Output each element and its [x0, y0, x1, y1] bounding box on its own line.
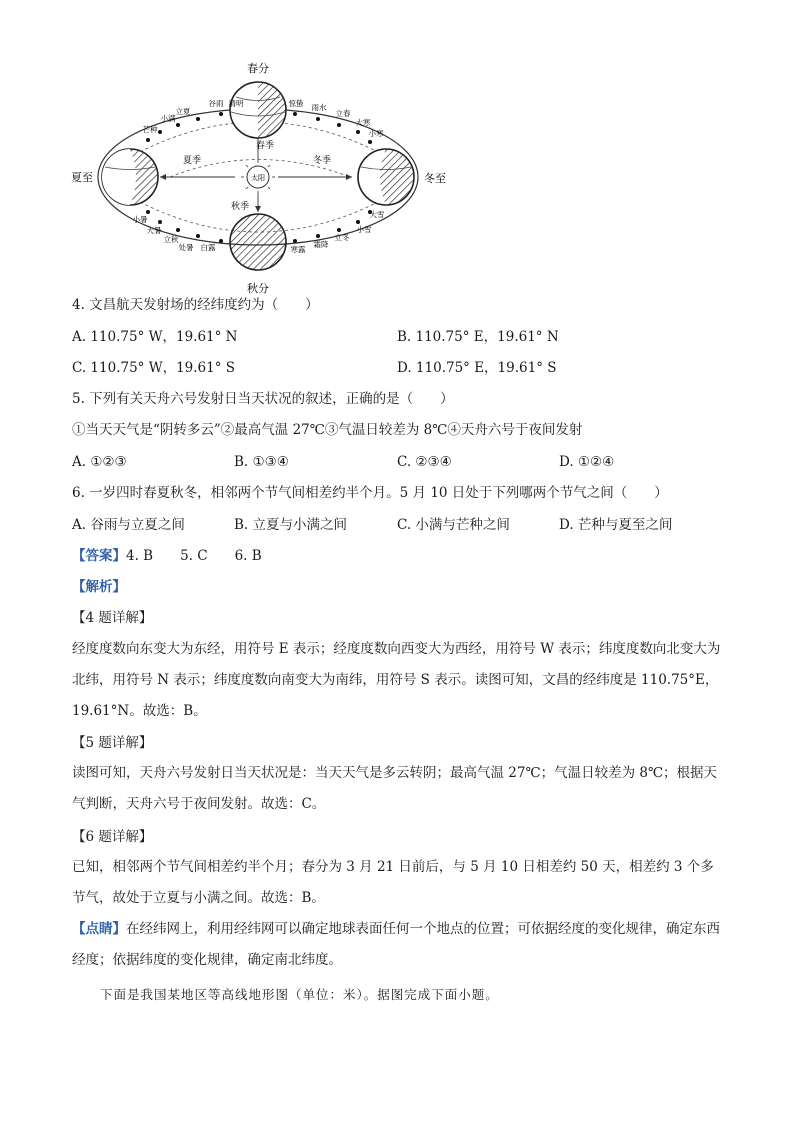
label-winter-season: 冬季	[312, 156, 332, 166]
detail-5-text: 读图可知，天舟六号发射日当天状况是：当天天气是多云转阴；最高气温 27℃；气温日较差为 8℃；根据天气判断，天舟六号于夜间发射。故选：C。	[72, 765, 718, 812]
q4-stem: 4. 文昌航天发射场的经纬度约为（ ）	[72, 297, 319, 313]
term-label: 立秋	[163, 235, 179, 244]
term-label: 惊蛰	[288, 99, 304, 108]
q5-option-d: D. ①②④	[559, 454, 615, 470]
answer-text: 4. B 5. C 6. B	[126, 548, 262, 564]
label-spring-season: 春季	[255, 141, 275, 151]
detail-6-text: 已知，相邻两个节气间相差约半个月；春分为 3 月 21 日前后，与 5 月 10 日相差约 50 天，相差约 3 个多节气，故处于立夏与小满之间。故选：B。	[72, 859, 714, 906]
term-label: 立冬	[334, 233, 350, 242]
q5-option-b: B. ①③④	[234, 454, 289, 470]
earth-winter-solstice-icon	[358, 149, 414, 205]
detail-4-title: 【4 题详解】	[72, 610, 153, 626]
term-label: 处暑	[178, 243, 194, 252]
tip-label: 【点睛】	[72, 921, 126, 937]
term-label: 寒露	[290, 245, 306, 254]
solar-terms-orbit-diagram	[60, 52, 450, 298]
detail-6-title: 【6 题详解】	[72, 829, 153, 845]
q4-option-c: C. 110.75° W，19.61° S	[72, 360, 236, 376]
q5-stem: 5. 下列有关天舟六号发射日当天状况的叙述，正确的是（ ）	[72, 391, 454, 407]
q4-option-d: D. 110.75° E，19.61° S	[397, 360, 557, 376]
q6-stem: 6. 一岁四时春夏秋冬，相邻两个节气间相差约半个月。5 月 10 日处于下列哪两个节气之间（ ）	[72, 485, 668, 501]
earth-spring-equinox-icon	[230, 82, 286, 138]
q4-option-b: B. 110.75° E，19.61° N	[397, 329, 559, 345]
analysis-label: 【解析】	[72, 579, 126, 595]
term-label: 小雪	[356, 225, 372, 234]
label-winter-solstice: 冬至	[424, 172, 446, 185]
tip-paragraph	[72, 914, 722, 976]
answer-line	[72, 546, 262, 566]
q5-option-a: A. ①②③	[72, 454, 127, 470]
term-label: 小暑	[132, 215, 148, 224]
term-label: 清明	[228, 99, 244, 108]
earth-summer-solstice-icon	[102, 149, 158, 205]
q6-option-c: C. 小满与芒种之间	[397, 517, 510, 533]
term-label: 霜降	[313, 240, 329, 249]
term-label: 立春	[335, 109, 351, 118]
term-label: 芒种	[142, 125, 158, 134]
q5-option-c: C. ②③④	[397, 454, 452, 470]
earth-autumn-equinox-icon	[230, 214, 286, 270]
tip-text: 在经纬网上，利用经纬网可以确定地球表面任何一个地点的位置；可依据经度的变化规律，确定东西经度；依据纬度的变化规律，确定南北纬度。	[72, 921, 720, 968]
label-autumn-equinox: 秋分	[247, 282, 269, 295]
label-spring-equinox: 春分	[247, 62, 269, 75]
detail-4-text: 经度度数向东变大为东经，用符号 E 表示；经度度数向西变大为西经，用符号 W 表示；纬度度数向北变大为北纬，用符号 N 表示；纬度度数向南变大为南纬，用符号 S 表示。读图可知，文昌的经纬度是 110.75°E，19.61°N。故选：B。	[72, 641, 721, 719]
term-label: 大寒	[355, 118, 371, 127]
q5-statements: ①当天天气是“阴转多云”②最高气温 27℃③气温日较差为 8℃④天舟六号于夜间发射	[72, 422, 583, 438]
detail-5-title: 【5 题详解】	[72, 735, 153, 751]
label-summer-solstice: 夏至	[71, 171, 93, 184]
label-autumn-season: 秋季	[230, 202, 250, 212]
term-label: 小寒	[368, 129, 384, 138]
term-label: 大雪	[369, 210, 385, 219]
q6-option-b: B. 立夏与小满之间	[234, 517, 348, 533]
term-label: 白露	[200, 243, 216, 252]
sun-label: 太阳	[251, 174, 265, 182]
q4-option-a: A. 110.75° W，19.61° N	[72, 329, 238, 345]
term-label: 大暑	[146, 226, 162, 235]
q6-option-d: D. 芒种与夏至之间	[559, 517, 673, 533]
answer-label: 【答案】	[72, 548, 126, 564]
label-summer-season: 夏季	[182, 156, 202, 166]
term-label: 谷雨	[208, 99, 224, 108]
term-label: 雨水	[311, 103, 327, 112]
next-section-intro: 下面是我国某地区等高线地形图（单位：米）。据图完成下面小题。	[100, 987, 499, 1002]
q6-option-a: A. 谷雨与立夏之间	[72, 517, 185, 533]
term-label: 立夏	[175, 107, 191, 116]
term-label: 小满	[160, 114, 176, 123]
